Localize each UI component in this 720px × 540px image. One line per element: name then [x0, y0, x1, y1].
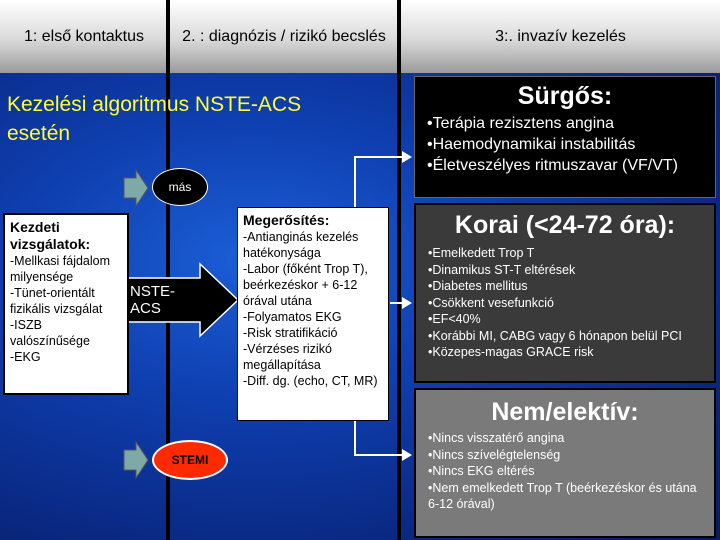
initial-item: -EKG — [10, 350, 41, 364]
early-item: •Dinamikus ST-T eltérések — [428, 262, 576, 277]
confirmation-box — [237, 207, 389, 421]
early-box — [414, 203, 716, 383]
confirmation-item: -Risk stratifikáció — [243, 326, 338, 340]
elective-item: •Nincs visszatérő angina — [428, 431, 565, 445]
elective-item: •Nincs szívelégtelenség — [428, 447, 561, 462]
urgent-item: •Haemodynamikai instabilitás — [427, 136, 636, 153]
confirmation-heading: Megerősítés: — [243, 212, 330, 228]
early-item: •Csökkent vesefunkció — [428, 295, 554, 310]
connector-elective — [355, 420, 402, 455]
elective-item: •Nem emelkedett Trop T (beérkezéskor és utána 6-12 órával) — [428, 480, 697, 511]
initial-exams-box — [3, 213, 129, 395]
initial-item: -ISZB valószínűsége — [10, 318, 90, 348]
oval-stemi: STEMI — [152, 440, 228, 480]
confirmation-item: -Labor (főként Trop T), beérkezéskor + 6-12 órával utána — [243, 262, 368, 308]
initial-item: -Mellkasi fájdalom milyensége — [10, 254, 111, 284]
early-item: •Diabetes mellitus — [428, 279, 528, 293]
urgent-heading: Sürgős: — [517, 82, 613, 110]
urgent-box — [414, 76, 716, 198]
urgent-item: •Terápia rezisztens angina — [427, 115, 615, 132]
page-title: Kezelési algoritmus NSTE-ACS esetén — [7, 93, 302, 145]
confirmation-item: -Vérzéses rizikó megállapítása — [243, 342, 332, 372]
confirmation-item: -Diff. dg. (echo, CT, MR) — [243, 374, 378, 388]
confirmation-item: -Folyamatos EKG — [243, 310, 342, 324]
initial-exams-heading: Kezdeti vizsgálatok: — [10, 219, 91, 252]
arrow-to-stemi — [124, 442, 148, 478]
early-item: •Emelkedett Trop T — [428, 246, 535, 260]
arrow-to-mas — [124, 170, 148, 206]
confirmation-item: -Antianginás kezelés hatékonysága — [243, 230, 359, 260]
initial-item: -Tünet-orientált fizikális vizsgálat — [10, 286, 103, 316]
elective-item: •Nincs EKG eltérés — [428, 464, 535, 478]
header-col-diagnosis: 2. : diagnózis / rizikó becslés — [182, 27, 386, 45]
early-item: •Korábbi MI, CABG vagy 6 hónapon belül PCI — [428, 328, 682, 343]
connector-urgent — [355, 157, 402, 207]
nste-acs-label: NSTE-ACS — [130, 283, 175, 317]
early-heading: Korai (<24-72 óra): — [454, 211, 676, 239]
header-col-first-contact: 1: első kontaktus — [23, 27, 145, 45]
elective-box — [414, 388, 716, 538]
early-item: •EF<40% — [428, 312, 481, 326]
early-item: •Közepes-magas GRACE risk — [428, 345, 594, 359]
header-col-invasive: 3:. invazív kezelés — [495, 27, 626, 45]
urgent-item: •Életveszélyes ritmuszavar (VF/VT) — [427, 157, 678, 174]
oval-mas: más — [152, 168, 208, 206]
elective-heading: Nem/elektív: — [491, 398, 639, 426]
